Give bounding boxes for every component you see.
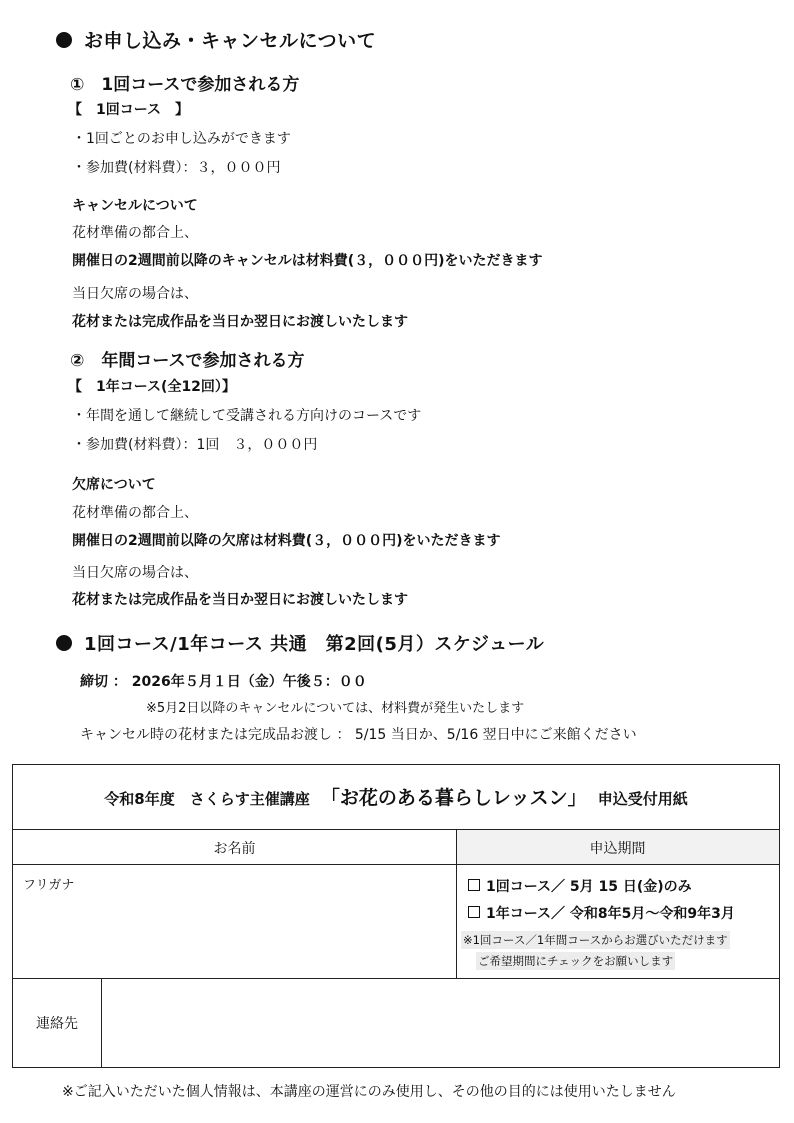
course1-bracket: 【 1回コース 】 bbox=[68, 102, 190, 118]
checkbox-icon[interactable] bbox=[468, 906, 480, 918]
cancel-line2: 開催日の2週間前以降のキャンセルは材料費(３，０００円)をいただきます bbox=[72, 253, 543, 269]
contact-label: 連絡先 bbox=[36, 1016, 78, 1032]
course1-line2: ・参加費(材料費）：３，０００円 bbox=[72, 160, 281, 176]
absence-line4: 花材または完成作品を当日か翌日にお渡しいたします bbox=[72, 592, 408, 608]
period-header: 申込期間 bbox=[589, 841, 646, 857]
option-1[interactable]: 1回コース／ 5月 15 日(金)のみ bbox=[468, 876, 692, 896]
form-note-2: ご希望期間にチェックをお願いします bbox=[478, 954, 674, 968]
form-note-1: ※1回コース／1年間コースからお選びいただけます bbox=[463, 933, 728, 947]
absence-line1: 花材準備の都合上、 bbox=[72, 505, 198, 521]
absence-line2: 開催日の2週間前以降の欠席は材料費(３，０００円)をいただきます bbox=[72, 533, 501, 549]
absence-line3: 当日欠席の場合は、 bbox=[72, 565, 198, 581]
furigana-label: フリガナ bbox=[23, 878, 75, 893]
course1-line1: ・1回ごとのお申し込みができます bbox=[72, 131, 291, 147]
handover: キャンセル時の花材または完成品お渡し ： 5/15 当日か、5/16 翌日中にご来館ください bbox=[80, 727, 637, 743]
course1-title: ① 1回コースで参加される方 bbox=[70, 75, 300, 95]
form-title-prefix: 令和8年度 さくらす主催講座 bbox=[104, 790, 310, 808]
application-form bbox=[12, 764, 780, 1068]
deadline-note: ※5月2日以降のキャンセルについては、材料費が発生いたします bbox=[146, 701, 525, 716]
course2-line1: ・年間を通して継続して受講される方向けのコースです bbox=[72, 408, 422, 424]
cancel-title: キャンセルについて bbox=[72, 198, 198, 214]
absence-title: 欠席について bbox=[72, 477, 156, 493]
bullet-icon bbox=[56, 635, 72, 651]
form-title-suffix: 申込受付用紙 bbox=[597, 790, 688, 808]
cancel-line1: 花材準備の都合上、 bbox=[72, 225, 198, 241]
cancel-line4: 花材または完成作品を当日か翌日にお渡しいたします bbox=[72, 314, 408, 330]
deadline: 締切 ： 2026年５月１日（金）午後５：００ bbox=[80, 674, 367, 690]
section2-title: 1回コース/1年コース 共通 第2回(5月）スケジュール bbox=[84, 634, 545, 655]
form-title bbox=[13, 783, 779, 810]
contact-field[interactable] bbox=[105, 983, 773, 1063]
section1-heading bbox=[56, 26, 376, 53]
checkbox-icon[interactable] bbox=[468, 879, 480, 891]
course2-bracket: 【 1年コース(全12回）】 bbox=[68, 379, 236, 395]
name-header: お名前 bbox=[213, 841, 256, 857]
course2-title: ② 年間コースで参加される方 bbox=[70, 351, 305, 371]
section1-title: お申し込み・キャンセルについて bbox=[84, 30, 377, 52]
privacy-footer: ※ご記入いただいた個人情報は、本講座の運営にのみ使用し、その他の目的には使用いたしません bbox=[62, 1084, 676, 1100]
name-field[interactable] bbox=[21, 891, 449, 973]
cancel-line3: 当日欠席の場合は、 bbox=[72, 286, 198, 302]
bullet-icon bbox=[56, 32, 72, 48]
form-title-main: 「お花のある暮らしレッスン」 bbox=[320, 787, 587, 809]
option-2[interactable]: 1年コース／ 令和8年5月～令和9年3月 bbox=[468, 903, 735, 923]
course2-line2: ・参加費(材料費）：1回 ３，０００円 bbox=[72, 437, 318, 453]
section2-heading bbox=[56, 630, 544, 656]
